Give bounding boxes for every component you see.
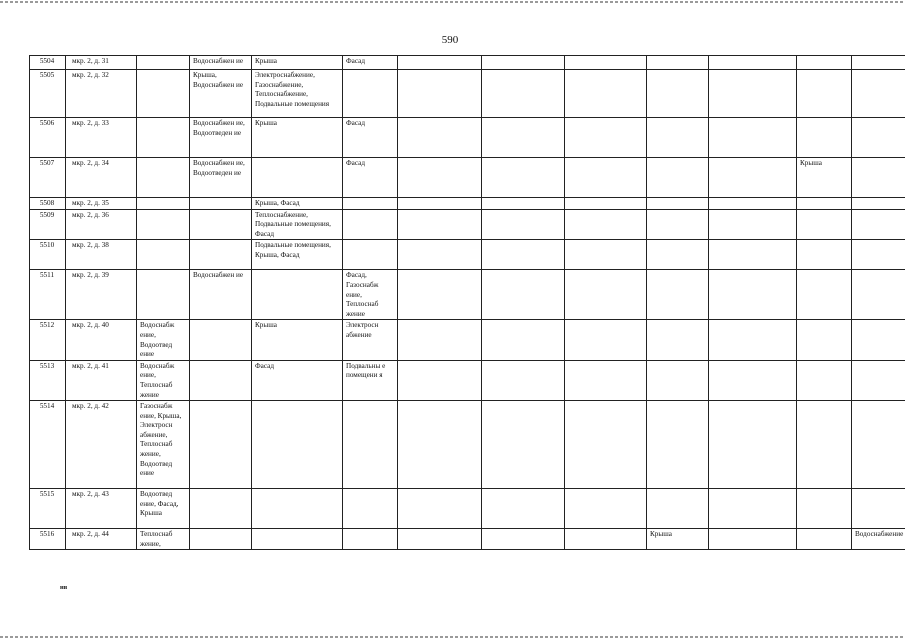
work-type-cell: [852, 198, 905, 210]
work-type-cell: Фасад: [252, 360, 343, 400]
work-type-cell: [565, 198, 647, 210]
work-type-cell: [398, 70, 482, 118]
table-row: [30, 529, 905, 550]
work-type-cell: [343, 489, 398, 529]
work-type-cell: [252, 158, 343, 198]
work-type-cell: [482, 270, 565, 320]
work-type-cell: Крыша, Фасад: [252, 198, 343, 210]
table-row: [30, 320, 905, 360]
work-type-cell: Водоснабжение: [852, 529, 905, 550]
work-type-cell: [565, 56, 647, 70]
work-type-cell: Водоснабжен ие, Водоотведен ие: [190, 118, 252, 158]
address-cell: мкр. 2, д. 32: [66, 70, 137, 118]
work-type-cell: [565, 360, 647, 400]
table-row: [30, 70, 905, 118]
work-type-cell: [398, 320, 482, 360]
table-row: [30, 489, 905, 529]
address-cell: мкр. 2, д. 42: [66, 401, 137, 489]
work-type-cell: [565, 489, 647, 529]
work-type-cell: [137, 56, 190, 70]
work-type-cell: [565, 270, 647, 320]
work-type-cell: [482, 209, 565, 240]
work-type-cell: [398, 118, 482, 158]
work-type-cell: [190, 240, 252, 270]
work-type-cell: [398, 240, 482, 270]
work-type-cell: [852, 70, 905, 118]
work-type-cell: Крыша, Водоснабжен ие: [190, 70, 252, 118]
work-type-cell: [137, 158, 190, 198]
work-type-cell: [482, 240, 565, 270]
work-type-cell: [482, 529, 565, 550]
work-type-cell: [343, 401, 398, 489]
work-type-cell: [482, 401, 565, 489]
work-type-cell: [565, 158, 647, 198]
work-type-cell: [482, 118, 565, 158]
work-type-cell: [709, 70, 797, 118]
row-number-cell: 5511: [30, 270, 66, 320]
table-row: [30, 270, 905, 320]
work-type-cell: [852, 118, 905, 158]
work-type-cell: Водоснабж ение, Теплоснаб жение: [137, 360, 190, 400]
work-type-cell: [137, 118, 190, 158]
work-type-cell: [482, 489, 565, 529]
work-type-cell: [709, 240, 797, 270]
work-type-cell: [797, 401, 852, 489]
row-number-cell: 5508: [30, 198, 66, 210]
work-type-cell: [709, 489, 797, 529]
work-type-cell: Крыша: [797, 158, 852, 198]
work-type-cell: Фасад: [343, 158, 398, 198]
work-type-cell: [797, 489, 852, 529]
work-type-cell: Фасад: [343, 56, 398, 70]
work-type-cell: [647, 489, 709, 529]
work-type-cell: Теплоснаб жение,: [137, 529, 190, 550]
work-type-cell: Крыша: [252, 118, 343, 158]
row-number-cell: 5504: [30, 56, 66, 70]
work-type-cell: [709, 209, 797, 240]
work-type-cell: [482, 360, 565, 400]
work-type-cell: [647, 118, 709, 158]
work-type-cell: [137, 70, 190, 118]
work-type-cell: [137, 209, 190, 240]
address-cell: мкр. 2, д. 39: [66, 270, 137, 320]
work-type-cell: [565, 320, 647, 360]
work-type-cell: [190, 489, 252, 529]
work-type-cell: Крыша: [252, 320, 343, 360]
work-type-cell: Фасад: [343, 118, 398, 158]
work-type-cell: [565, 118, 647, 158]
work-type-cell: [565, 401, 647, 489]
address-cell: мкр. 2, д. 43: [66, 489, 137, 529]
row-number-cell: 5513: [30, 360, 66, 400]
row-number-cell: 5510: [30, 240, 66, 270]
work-type-cell: [398, 489, 482, 529]
work-type-cell: [343, 198, 398, 210]
table-row: [30, 198, 905, 210]
repair-schedule-table: [29, 55, 905, 550]
work-type-cell: [482, 56, 565, 70]
work-type-cell: [797, 529, 852, 550]
work-type-cell: [709, 270, 797, 320]
work-type-cell: [647, 158, 709, 198]
work-type-cell: [852, 158, 905, 198]
work-type-cell: [190, 198, 252, 210]
page-number: 590: [441, 34, 459, 46]
work-type-cell: [647, 70, 709, 118]
work-type-cell: [565, 240, 647, 270]
row-number-cell: 5514: [30, 401, 66, 489]
work-type-cell: [797, 320, 852, 360]
work-type-cell: [797, 360, 852, 400]
table-row: [30, 360, 905, 400]
work-type-cell: [647, 360, 709, 400]
work-type-cell: [398, 529, 482, 550]
address-cell: мкр. 2, д. 33: [66, 118, 137, 158]
table-body: [30, 56, 905, 550]
work-type-cell: Водоснабжен ие: [190, 56, 252, 70]
work-type-cell: [482, 198, 565, 210]
row-number-cell: 5509: [30, 209, 66, 240]
work-type-cell: Водоснабж ение, Водоотвед ение: [137, 320, 190, 360]
scan-bottom-edge: [0, 636, 905, 638]
row-number-cell: 5516: [30, 529, 66, 550]
work-type-cell: [190, 401, 252, 489]
work-type-cell: [709, 320, 797, 360]
table-row: [30, 240, 905, 270]
work-type-cell: [797, 118, 852, 158]
scan-top-edge: [0, 1, 905, 3]
work-type-cell: [852, 401, 905, 489]
work-type-cell: [797, 198, 852, 210]
work-type-cell: [647, 270, 709, 320]
work-type-cell: [252, 489, 343, 529]
row-number-cell: 5506: [30, 118, 66, 158]
work-type-cell: [252, 401, 343, 489]
work-type-cell: [190, 360, 252, 400]
work-type-cell: Подвальны е помещени я: [343, 360, 398, 400]
work-type-cell: [647, 56, 709, 70]
work-type-cell: [647, 198, 709, 210]
work-type-cell: [398, 270, 482, 320]
work-type-cell: Газоснабж ение, Крыша, Электросн абжение, Теплоснаб жение, Водоотвед ение: [137, 401, 190, 489]
work-type-cell: Теплоснабжение, Подвальные помещения, Фасад: [252, 209, 343, 240]
work-type-cell: [398, 56, 482, 70]
work-type-cell: [647, 401, 709, 489]
work-type-cell: [398, 158, 482, 198]
work-type-cell: [709, 56, 797, 70]
footer-mark: нв: [60, 584, 68, 591]
work-type-cell: [190, 320, 252, 360]
work-type-cell: Водоотвед ение, Фасад, Крыша: [137, 489, 190, 529]
work-type-cell: [852, 270, 905, 320]
table-row: [30, 209, 905, 240]
address-cell: мкр. 2, д. 34: [66, 158, 137, 198]
row-number-cell: 5515: [30, 489, 66, 529]
work-type-cell: [709, 198, 797, 210]
address-cell: мкр. 2, д. 36: [66, 209, 137, 240]
address-cell: мкр. 2, д. 40: [66, 320, 137, 360]
work-type-cell: [797, 240, 852, 270]
work-type-cell: [343, 70, 398, 118]
work-type-cell: [137, 240, 190, 270]
work-type-cell: [398, 401, 482, 489]
work-type-cell: [137, 270, 190, 320]
work-type-cell: Крыша: [252, 56, 343, 70]
work-type-cell: [709, 360, 797, 400]
work-type-cell: Водоснабжен ие: [190, 270, 252, 320]
work-type-cell: [709, 118, 797, 158]
work-type-cell: [797, 56, 852, 70]
work-type-cell: [398, 198, 482, 210]
table-row: [30, 401, 905, 489]
work-type-cell: Фасад, Газоснабж ение, Теплоснаб жение: [343, 270, 398, 320]
table-row: [30, 56, 905, 70]
work-type-cell: [137, 198, 190, 210]
work-type-cell: Электроснабжение, Газоснабжение, Теплоснабжение, Подвальные помещения: [252, 70, 343, 118]
work-type-cell: [852, 56, 905, 70]
work-type-cell: [797, 209, 852, 240]
work-type-cell: [343, 240, 398, 270]
work-type-cell: [398, 360, 482, 400]
address-cell: мкр. 2, д. 41: [66, 360, 137, 400]
address-cell: мкр. 2, д. 44: [66, 529, 137, 550]
work-type-cell: [797, 70, 852, 118]
work-type-cell: [482, 70, 565, 118]
address-cell: мкр. 2, д. 31: [66, 56, 137, 70]
work-type-cell: [190, 529, 252, 550]
work-type-cell: [252, 529, 343, 550]
address-cell: мкр. 2, д. 38: [66, 240, 137, 270]
work-type-cell: [482, 320, 565, 360]
work-type-cell: [852, 489, 905, 529]
work-type-cell: Электросн абжение: [343, 320, 398, 360]
work-type-cell: [709, 529, 797, 550]
work-type-cell: [647, 320, 709, 360]
work-type-cell: [343, 529, 398, 550]
work-type-cell: Подвальные помещения, Крыша, Фасад: [252, 240, 343, 270]
work-type-cell: [709, 401, 797, 489]
work-type-cell: [852, 209, 905, 240]
work-type-cell: [647, 240, 709, 270]
row-number-cell: 5507: [30, 158, 66, 198]
work-type-cell: [343, 209, 398, 240]
work-type-cell: [565, 209, 647, 240]
work-type-cell: [797, 270, 852, 320]
table-row: [30, 158, 905, 198]
work-type-cell: [852, 320, 905, 360]
work-type-cell: [398, 209, 482, 240]
work-type-cell: [852, 360, 905, 400]
address-cell: мкр. 2, д. 35: [66, 198, 137, 210]
row-number-cell: 5512: [30, 320, 66, 360]
work-type-cell: [190, 209, 252, 240]
work-type-cell: [565, 529, 647, 550]
work-type-cell: [709, 158, 797, 198]
work-type-cell: [252, 270, 343, 320]
work-type-cell: [482, 158, 565, 198]
work-type-cell: Водоснабжен ие, Водоотведен ие: [190, 158, 252, 198]
work-type-cell: Крыша: [647, 529, 709, 550]
work-type-cell: [565, 70, 647, 118]
work-type-cell: [647, 209, 709, 240]
table-row: [30, 118, 905, 158]
row-number-cell: 5505: [30, 70, 66, 118]
work-type-cell: [852, 240, 905, 270]
